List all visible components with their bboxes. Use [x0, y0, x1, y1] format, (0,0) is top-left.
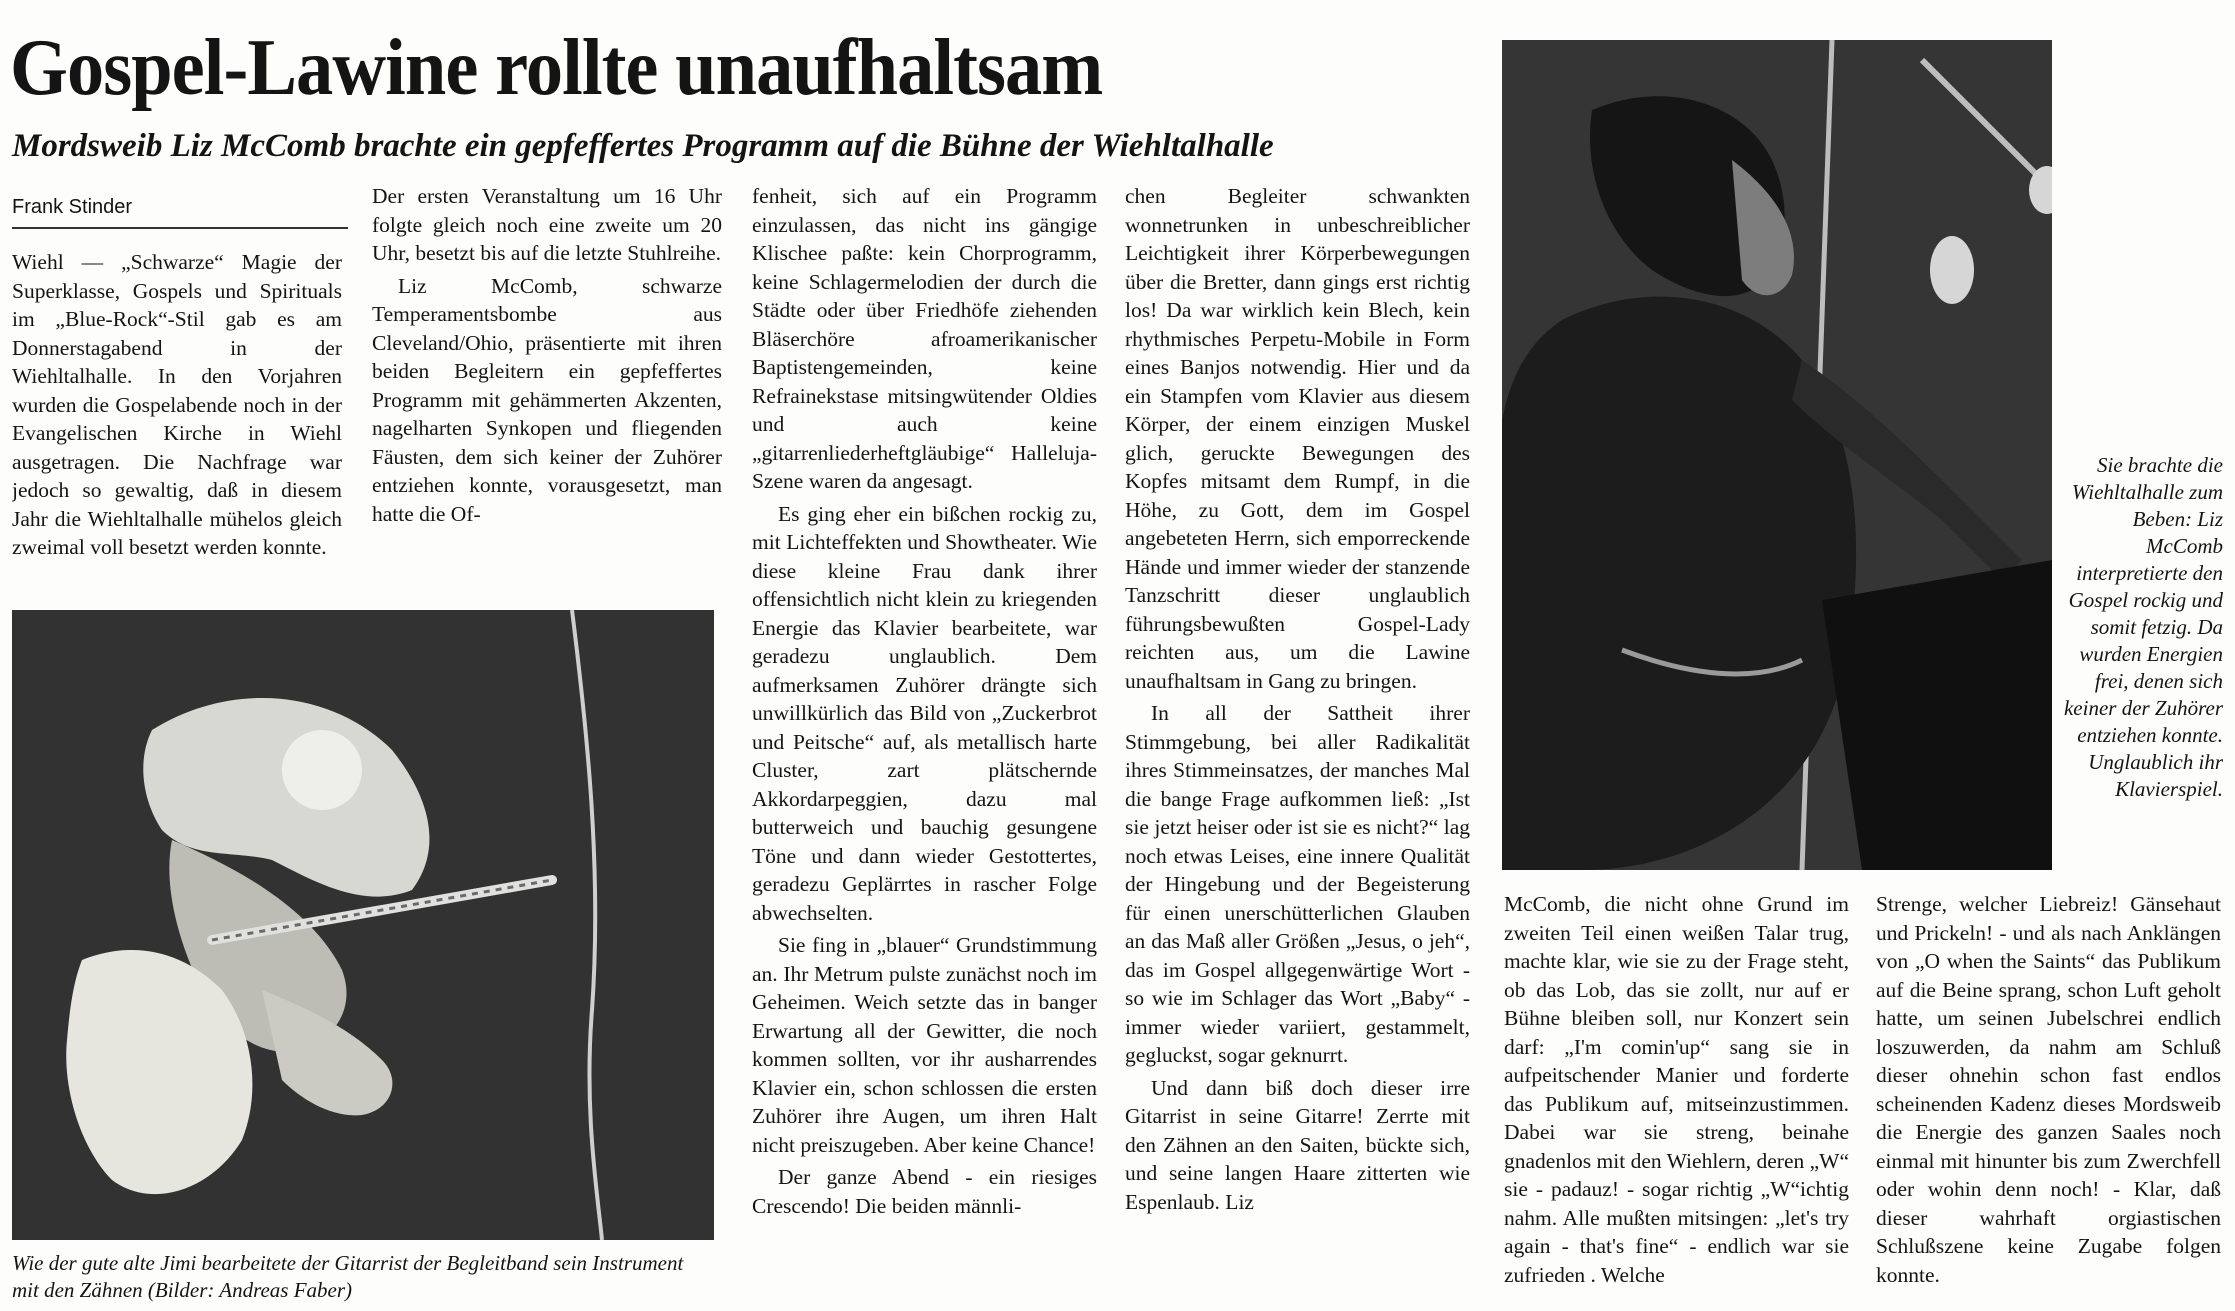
paragraph: Strenge, welcher Liebreiz! Gänsehaut und Prickeln! - und als nach Anklängen von „O when the Saints“ das Publikum auf die Beine sprang, schon Luft geholt hatte, um seinen Jubelschrei endlich loszuwerden, da nahm am Schluß dieser ohnehin schon fast endlos scheinenden Kadenz dieses Mordsweib die Energie des ganzen Saales noch einmal mit hinunter bis zum Zwerchfell oder wohin denn noch! - Klar, daß dieser wahrhaft orgiastischen Schlußszene keine Zugabe folgen konnte. — [1876, 892, 2221, 1287]
article-column-1 — [12, 248, 342, 568]
paragraph: Wiehl — „Schwarze“ Magie der Superklasse, Gospels und Spirituals im „Blue-Rock“-Stil gab es am Donnerstagabend in der Wiehltalhalle. In den Vorjahren wurden die Gospelabende noch in der Evangelischen Kirche in Wiehl ausgetragen. Die Nachfrage war jedoch so gewaltig, daß in diesem Jahr die Wiehltalhalle mühelos gleich zweimal voll besetzt werden konnte. — [12, 250, 342, 559]
guitarist-illustration — [12, 610, 714, 1240]
paragraph: Und dann biß doch dieser irre Gitarrist in seine Gitarre! Zerrte mit den Zähnen an den Saiten, bückte sich, und seine langen Haare zitterten wie Espenlaub. Liz — [1125, 1075, 1470, 1214]
article-column-3 — [752, 182, 1097, 1311]
photo-guitarist — [12, 610, 714, 1240]
article-column-5 — [1504, 890, 1849, 1311]
paragraph: Der ganze Abend - ein riesiges Crescendo! Die beiden männli- — [752, 1165, 1097, 1218]
singer-illustration — [1502, 40, 2052, 870]
headline: Gospel-Lawine rollte unaufhaltsam — [10, 24, 1103, 112]
paragraph: Sie fing in „blauer“ Grundstimmung an. Ihr Metrum pulste zunächst noch im Geheimen. Weich setzte das in banger Erwartung all der Gewitter, die noch kommen sollten, vor ihr ausharrendes Klavier ein, schon schlossen die ersten Zuhörer ihre Augen, um ihren Halt nicht preiszugeben. Aber keine Chance! — [752, 933, 1097, 1157]
paragraph: fenheit, sich auf ein Programm einzulassen, das nicht ins gängige Klischee paßte: kein Chorprogramm, keine Schlagermelodien der durch die Städte oder über Friedhöfe ziehenden Bläserchöre afroamerikanischer Baptistengemeinden, keine Refrainekstase mitsingwütender Oldies und auch keine „gitarrenliederheftgläubige“ Halleluja-Szene waren da angesagt. — [752, 184, 1097, 493]
paragraph: Der ersten Veranstaltung um 16 Uhr folgte gleich noch eine zweite um 20 Uhr, besetzt bis auf die letzte Stuhlreihe. — [372, 184, 722, 265]
paragraph: chen Begleiter schwankten wonnetrunken in unbeschreiblicher Leichtigkeit ihrer Körperbewegungen über die Bretter, dann gings erst richtig los! Da war wirklich kein Blech, kein rhythmisches Perpetu-Mobile in Form eines Banjos notwendig. Hier und da ein Stampfen vom Klavier aus diesem Körper, der einem einzigen Muskel glich, geruckte Bewegungen des Kopfes mitsamt dem Rumpf, in die Höhe, zu Gott, dem im Gospel angebeteten Herrn, sich emporreckende Hände und immer wieder der stanzende Tanzschritt dieser unglaublich führungsbewußten Gospel-Lady reichten aus, um die Lawine unaufhaltsam in Gang zu bringen. — [1125, 184, 1470, 693]
article-column-4 — [1125, 182, 1470, 1311]
caption-singer: Sie brachte die Wiehltalhalle zum Beben: Liz McComb interpretierte den Gospel rockig und somit fetzig. Da wurden Energien frei, denen sich keiner der Zuhörer entziehen konnte. Unglaublich ihr Klavierspiel. — [2063, 453, 2223, 801]
paragraph: McComb, die nicht ohne Grund im zweiten Teil einen weißen Talar trug, machte klar, wie sie zu der Frage steht, ob das Lob, das sie zollt, nur auf er Bühne bleiben soll, nur Konzert sein darf: „I'm comin'up“ sang sie in aufpeitschender Manier und forderte das Publikum auf, mitseinzustimmen. Dabei war sie streng, beinahe gnadenlos mit den Wiehlern, deren „W“ sie - padauz! - sogar richtig „W“ichtig nahm. Alle mußten mitsingen: „let's try again - that's fine“ - endlich war sie zufrieden . Welche — [1504, 892, 1849, 1287]
photo-singer — [1502, 40, 2052, 870]
article-column-6 — [1876, 890, 2221, 1311]
caption-guitarist: Wie der gute alte Jimi bearbeitete der Gitarrist der Begleitband sein Instrument mit den Zähnen (Bilder: Andreas Faber) — [12, 1251, 684, 1302]
subheadline: Mordsweib Liz McComb brachte ein gepfeffertes Programm auf die Bühne der Wiehltalhalle — [12, 128, 1274, 164]
byline: Frank Stinder — [12, 196, 348, 229]
paragraph: In all der Sattheit ihrer Stimmgebung, bei aller Radikalität ihres Stimmeinsatzes, der manches Mal die bange Frage aufkommen ließ: „Ist sie jetzt heiser oder ist sie es nicht?“ lag noch etwas Leises, eine innere Qualität der Hingebung und der Begeisterung für einen unerschütterlichen Glauben an das Maß aller Größen „Jesus, o jeh“, das im Gospel allgegenwärtige Wort - so wie im Schlager das Wort „Baby“ - immer wieder variiert, gestammelt, gegluckst, sogar geknurrt. — [1125, 701, 1470, 1067]
paragraph: Es ging eher ein bißchen rockig zu, mit Lichteffekten und Showtheater. Wie diese kleine Frau dank ihrer offensichtlich nicht klein zu kriegenden Energie das Klavier bearbeitete, war geradezu unglaublich. Dem aufmerksamen Zuhörer drängte sich unwillkürlich das Bild von „Zuckerbrot und Peitsche“ auf, als metallisch harte Cluster, zart plätschernde Akkordarpeggien, dazu mal butterweich und bauchig gesungene Töne und dann wieder Gestottertes, geradezu Geplärrtes in rascher Folge abwechselten. — [752, 501, 1097, 925]
paragraph: Liz McComb, schwarze Temperamentsbombe aus Cleveland/Ohio, präsentierte mit ihren beiden Begleitern ein gepfeffertes Programm mit gehämmerten Akzenten, nagelharten Synkopen und fliegenden Fäusten, dem sich keiner der Zuhörer entziehen konnte, vorausgesetzt, man hatte die Of- — [372, 273, 722, 526]
article-column-2 — [372, 182, 722, 562]
